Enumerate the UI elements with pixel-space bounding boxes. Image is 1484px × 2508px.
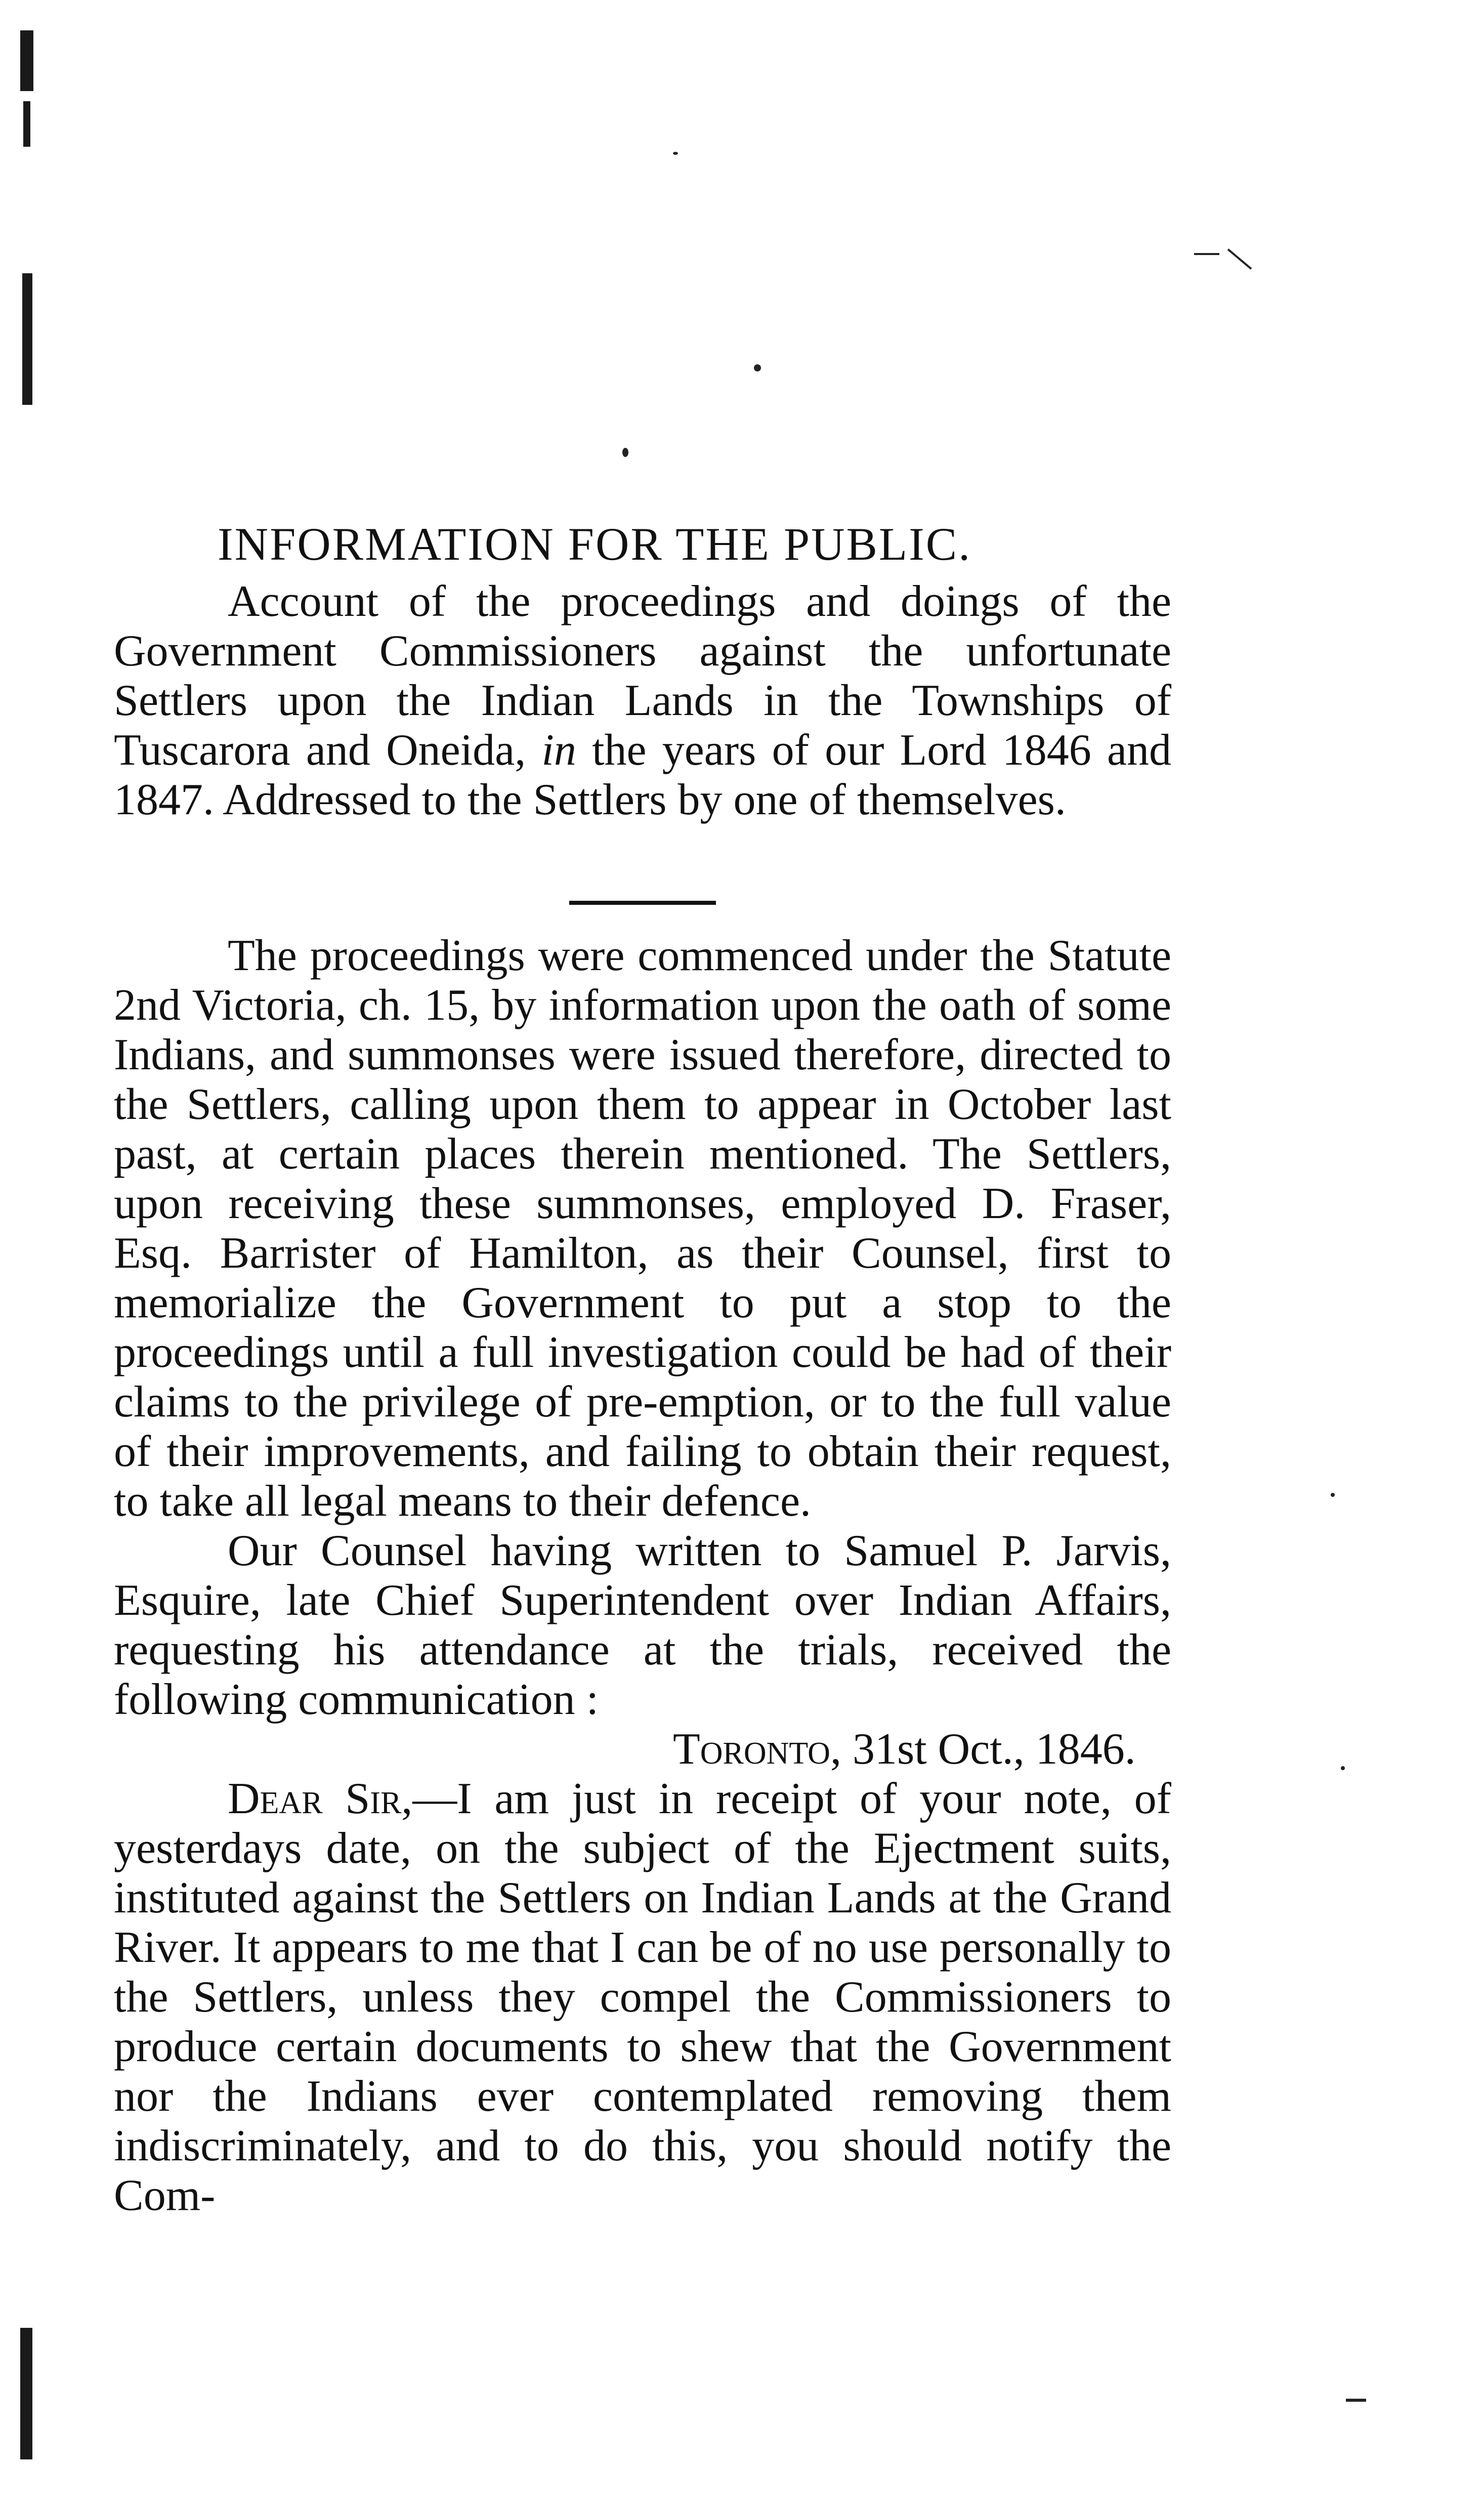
letter-salutation: Dear Sir, <box>228 1774 413 1823</box>
paragraph-proceedings: The proceedings were commenced under the Statute 2nd Victoria, ch. 15, by information upon the oath of some Indians, and summonses were issued therefore, directed to the Settlers, calling upon them to appear in October last past, at certain places therein mentioned. The Settlers, upon receiving these summonses, employed D. Fraser, Esq. Barrister of Hamilton, as their Counsel, first to memorialize the Government to put a stop to the proceedings until a full investigation could be had of their claims to the privilege of pre-emption, or to the full value of their improvements, and failing to obtain their request, to take all legal means to their defence. <box>114 931 1171 1526</box>
scan-speck <box>1194 253 1219 255</box>
scan-edge-mark <box>23 101 30 147</box>
letter-body: —I am just in receipt of your note, of yesterdays date, on the subject of the Ejectment suits, instituted against the Settlers on Indian Lands at the Grand River. It appears to me that I can be of no use personally to the Settlers, unless they compel the Commissioners to produce certain documents to shew that the Government nor the Indians ever contemplated removing them indiscriminately, and to do this, you should notify the Com- <box>114 1774 1171 2220</box>
scan-speck <box>1227 248 1252 270</box>
summary-paragraph <box>114 577 1171 825</box>
page-title: INFORMATION FOR THE PUBLIC. <box>218 518 972 570</box>
scan-speck <box>1346 2399 1366 2402</box>
scan-speck <box>622 448 628 457</box>
summary-text: Account of the proceedings and doings of the Government Commissioners against the unfortunate Settlers upon the Indian Lands in the Townships of Tuscarora and Oneida, <box>114 577 1171 775</box>
scan-edge-mark <box>20 30 33 91</box>
summary-emphasis: in <box>541 726 576 775</box>
dateline-date: 31st Oct., 1846. <box>852 1725 1136 1774</box>
body-text <box>114 931 1171 2221</box>
scan-speck <box>673 152 678 155</box>
paragraph-counsel: Our Counsel having written to Samuel P. Jarvis, Esquire, late Chief Superintendent over Indian Affairs, requesting his attendance at the trials, received the following communication : <box>114 1526 1171 1724</box>
dateline-place: Toronto, <box>673 1725 841 1774</box>
scan-speck <box>754 364 761 371</box>
scan-edge-mark <box>22 273 32 405</box>
scan-speck <box>1341 1766 1345 1770</box>
scan-edge-mark <box>20 2328 32 2459</box>
letter-paragraph <box>114 1774 1171 2221</box>
summary-text-end: the years of our Lord 1846 and 1847. Addressed to the Settlers by one of themselves. <box>114 726 1172 824</box>
letter-dateline <box>114 1725 1171 1774</box>
scan-speck <box>1331 1493 1335 1497</box>
section-divider <box>569 901 716 905</box>
summary-block <box>114 577 1171 825</box>
